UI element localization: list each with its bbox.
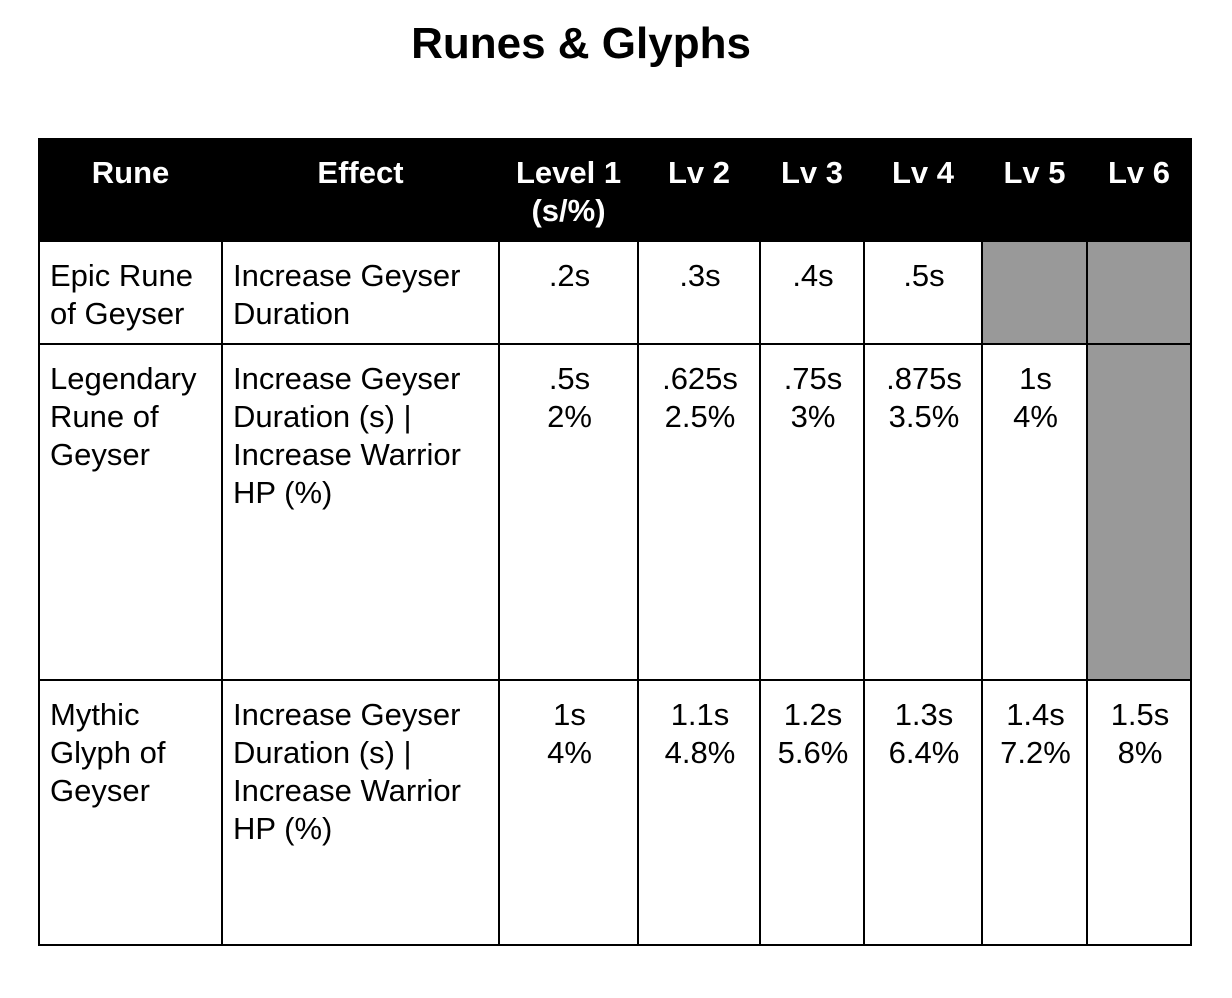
- level-4-cell: .875s 3.5%: [864, 344, 982, 680]
- level-2-cell: .3s: [638, 241, 760, 344]
- unavailable-level-5-cell: [982, 241, 1087, 344]
- page-title: Runes & Glyphs: [411, 19, 751, 68]
- level-1-cell: .5s 2%: [499, 344, 638, 680]
- level-1-cell: 1s 4%: [499, 680, 638, 945]
- unavailable-level-6-cell: [1087, 344, 1191, 680]
- header-level-1: Level 1 (s/%): [499, 139, 638, 241]
- unavailable-level-6-cell: [1087, 241, 1191, 344]
- header-lv-6: Lv 6: [1087, 139, 1191, 241]
- header-effect: Effect: [222, 139, 499, 241]
- level-3-cell: 1.2s 5.6%: [760, 680, 864, 945]
- header-lv-5: Lv 5: [982, 139, 1087, 241]
- effect-cell: Increase Geyser Duration (s) | Increase Warrior HP (%): [222, 344, 499, 680]
- rune-name-cell: Legendary Rune of Geyser: [39, 344, 222, 680]
- level-6-cell: 1.5s 8%: [1087, 680, 1191, 945]
- header-row: [39, 139, 1191, 241]
- level-4-cell: .5s: [864, 241, 982, 344]
- table-row-epic-rune: [39, 241, 1191, 344]
- table-row-legendary-rune: [39, 344, 1191, 680]
- rune-name-cell: Epic Rune of Geyser: [39, 241, 222, 344]
- table-row-mythic-glyph: [39, 680, 1191, 945]
- header-rune: Rune: [39, 139, 222, 241]
- header-lv-4: Lv 4: [864, 139, 982, 241]
- effect-cell: Increase Geyser Duration: [222, 241, 499, 344]
- level-1-cell: .2s: [499, 241, 638, 344]
- level-5-cell: 1.4s 7.2%: [982, 680, 1087, 945]
- rune-name-cell: Mythic Glyph of Geyser: [39, 680, 222, 945]
- level-3-cell: .75s 3%: [760, 344, 864, 680]
- level-2-cell: .625s 2.5%: [638, 344, 760, 680]
- effect-cell: Increase Geyser Duration (s) | Increase Warrior HP (%): [222, 680, 499, 945]
- runes-table: [38, 138, 1192, 946]
- level-4-cell: 1.3s 6.4%: [864, 680, 982, 945]
- header-lv-3: Lv 3: [760, 139, 864, 241]
- header-lv-2: Lv 2: [638, 139, 760, 241]
- level-5-cell: 1s 4%: [982, 344, 1087, 680]
- level-3-cell: .4s: [760, 241, 864, 344]
- level-2-cell: 1.1s 4.8%: [638, 680, 760, 945]
